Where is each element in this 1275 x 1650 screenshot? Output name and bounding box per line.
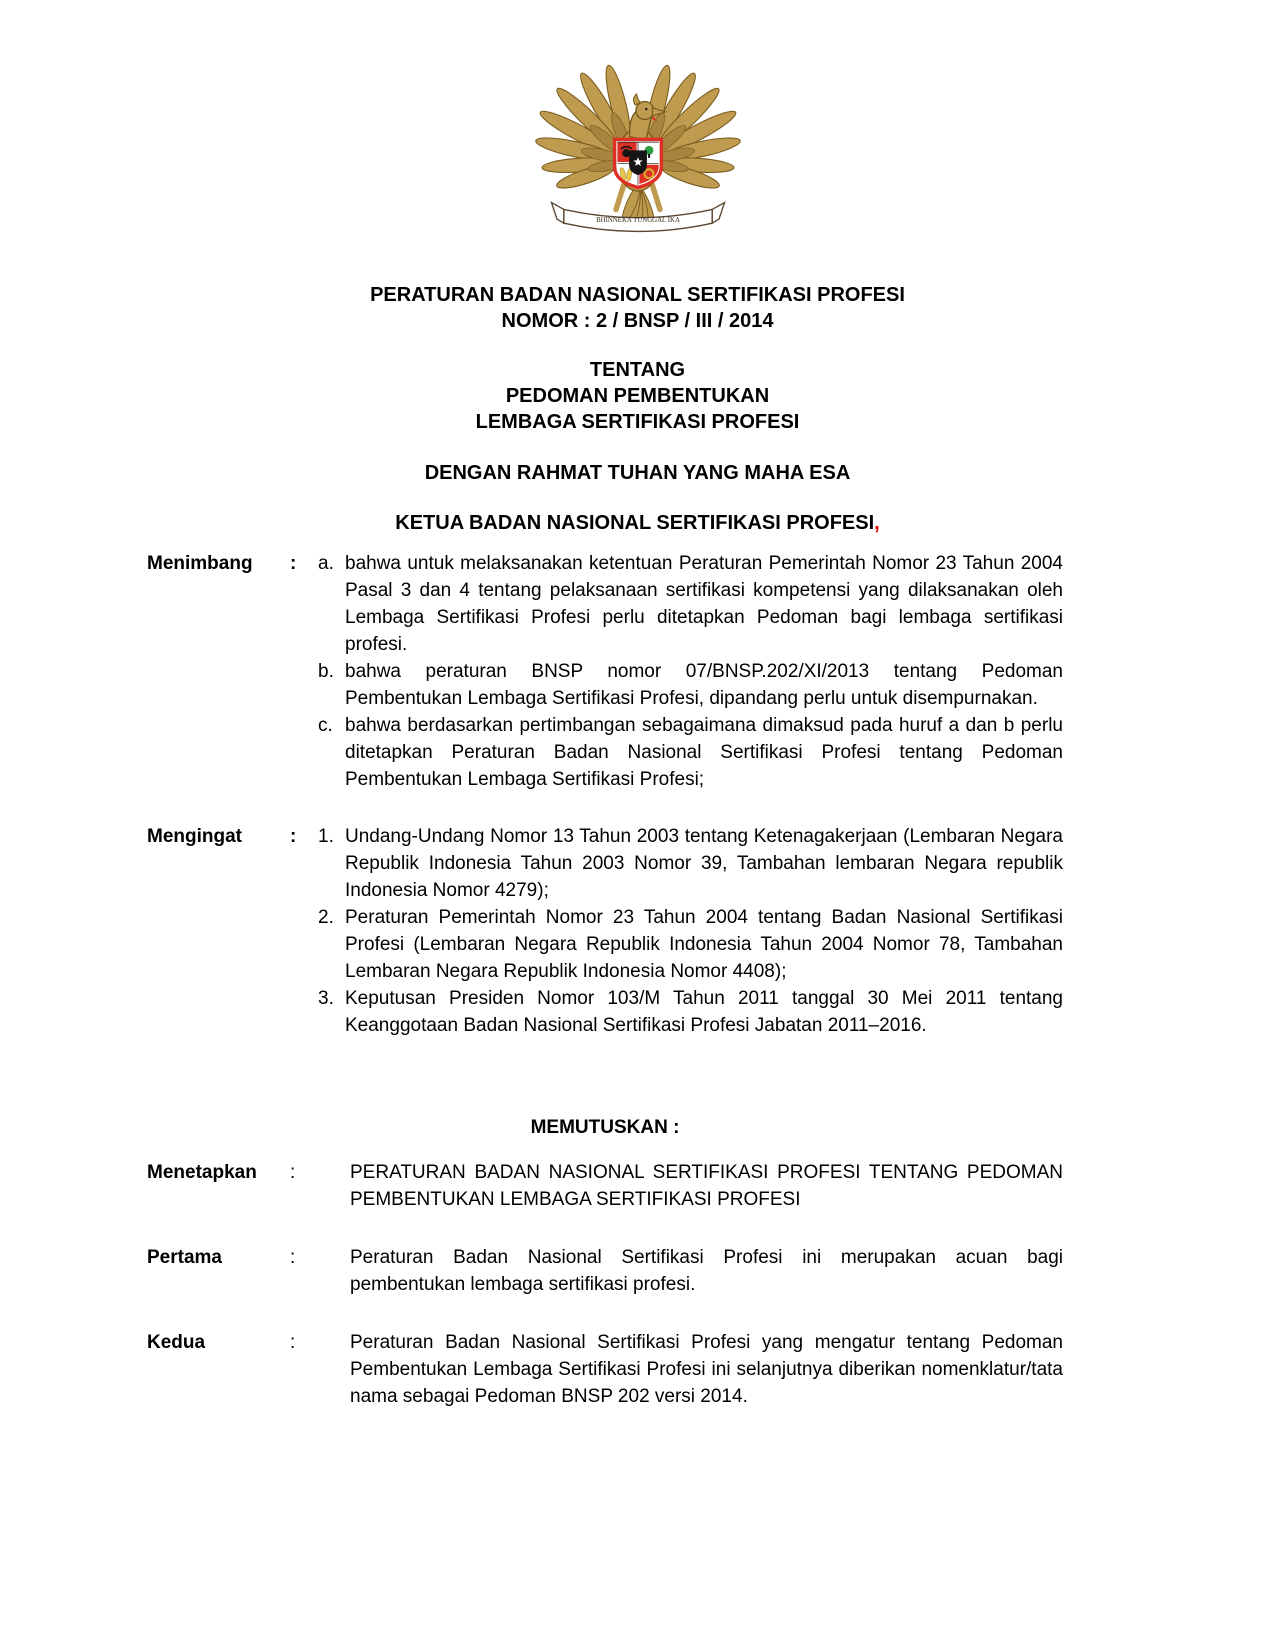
mengingat-section [147,823,1063,1039]
regulation-title: PERATURAN BADAN NASIONAL SERTIFIKASI PROFESI [370,284,905,306]
menimbang-item-c [318,712,1063,793]
menimbang-colon: : [290,553,297,574]
clause-menetapkan [147,1159,1063,1213]
pancasila-shield [614,139,661,187]
mengingat-items [318,823,1063,1039]
mengingat-label: Mengingat [147,826,242,847]
mengingat-item-1 [318,823,1063,904]
issuer-text: KETUA BADAN NASIONAL SERTIFIKASI PROFESI [395,512,875,534]
clause-label: Menetapkan [147,1162,257,1183]
list-text: Keputusan Presiden Nomor 103/M Tahun 2011 tanggal 30 Mei 2011 tentang Keanggotaan Badan Nasional Sertifikasi Profesi Jabatan 2011–2016. [345,988,1063,1036]
clause-colon: : [290,1162,296,1183]
clause-text: PERATURAN BADAN NASIONAL SERTIFIKASI PROFESI TENTANG PEDOMAN PEMBENTUKAN LEMBAGA SERTIFIKASI PROFESI [350,1162,1063,1210]
clause-colon: : [290,1332,296,1353]
motto-text: BHINNEKA TUNGGAL IKA [595,216,680,224]
clause-kedua [147,1329,1063,1410]
menimbang-item-a [318,550,1063,658]
regulation-number: NOMOR : 2 / BNSP / III / 2014 [501,310,774,332]
list-marker: b. [318,661,334,682]
clause-text: Peraturan Badan Nasional Sertifikasi Profesi ini merupakan acuan bagi pembentukan lembaga sertifikasi profesi. [350,1247,1063,1295]
subject-line-2: LEMBAGA SERTIFIKASI PROFESI [475,411,800,433]
clause-label: Kedua [147,1332,206,1353]
mengingat-colon: : [290,826,297,847]
clause-colon: : [290,1247,296,1268]
garuda-pancasila-icon [528,46,748,252]
about-label: TENTANG [589,359,686,381]
list-text: Peraturan Pemerintah Nomor 23 Tahun 2004 tentang Badan Nasional Sertifikasi Profesi (Lembaran Negara Republik Indonesia Tahun 2004 Nomor 78, Tambahan Lembaran Negara Republik Indonesia Nomor 4408); [345,907,1063,982]
clause-text: Peraturan Badan Nasional Sertifikasi Profesi yang mengatur tentang Pedoman Pembentukan Lembaga Sertifikasi Profesi ini selanjutnya diberikan nomenklatur/tata nama sebagai Pedoman BNSP 202 versi 2014. [350,1332,1063,1407]
clause-pertama [147,1244,1063,1298]
memutuskan-heading: MEMUTUSKAN : [530,1117,680,1138]
list-text: bahwa berdasarkan pertimbangan sebagaimana dimaksud pada huruf a dan b perlu ditetapkan Peraturan Badan Nasional Sertifikasi Profesi tentang Pedoman Pembentukan Lembaga Sertifikasi Profesi; [345,715,1063,790]
mengingat-item-2 [318,904,1063,985]
menimbang-label: Menimbang [147,553,253,574]
menimbang-item-b [318,658,1063,712]
list-marker: a. [318,553,334,574]
issuer-red-comma: , [874,512,880,534]
list-marker: c. [318,715,333,736]
list-marker: 3. [318,988,334,1009]
menimbang-section [147,550,1063,793]
clause-label: Pertama [147,1247,222,1268]
issuer-line [0,510,1275,536]
list-text: bahwa untuk melaksanakan ketentuan Peraturan Pemerintah Nomor 23 Tahun 2004 Pasal 3 dan 4 tentang pelaksanaan sertifikasi kompetensi yang dilaksanakan oleh Lembaga Sertifikasi Profesi perlu ditetapkan Pedoman bagi lembaga sertifikasi profesi. [345,553,1063,655]
menimbang-items [318,550,1063,793]
mengingat-item-3 [318,985,1063,1039]
list-marker: 1. [318,826,334,847]
emblem-container [0,0,1275,260]
invocation-line: DENGAN RAHMAT TUHAN YANG MAHA ESA [424,462,851,484]
subject-line-1: PEDOMAN PEMBENTUKAN [505,385,770,407]
list-text: bahwa peraturan BNSP nomor 07/BNSP.202/XI/2013 tentang Pedoman Pembentukan Lembaga Sertifikasi Profesi, dipandang perlu untuk disempurnakan. [345,661,1063,709]
list-marker: 2. [318,907,334,928]
list-text: Undang-Undang Nomor 13 Tahun 2003 tentang Ketenagakerjaan (Lembaran Negara Republik Indonesia Tahun 2003 Nomor 39, Tambahan lembaran Negara republik Indonesia Nomor 4279); [345,826,1063,901]
